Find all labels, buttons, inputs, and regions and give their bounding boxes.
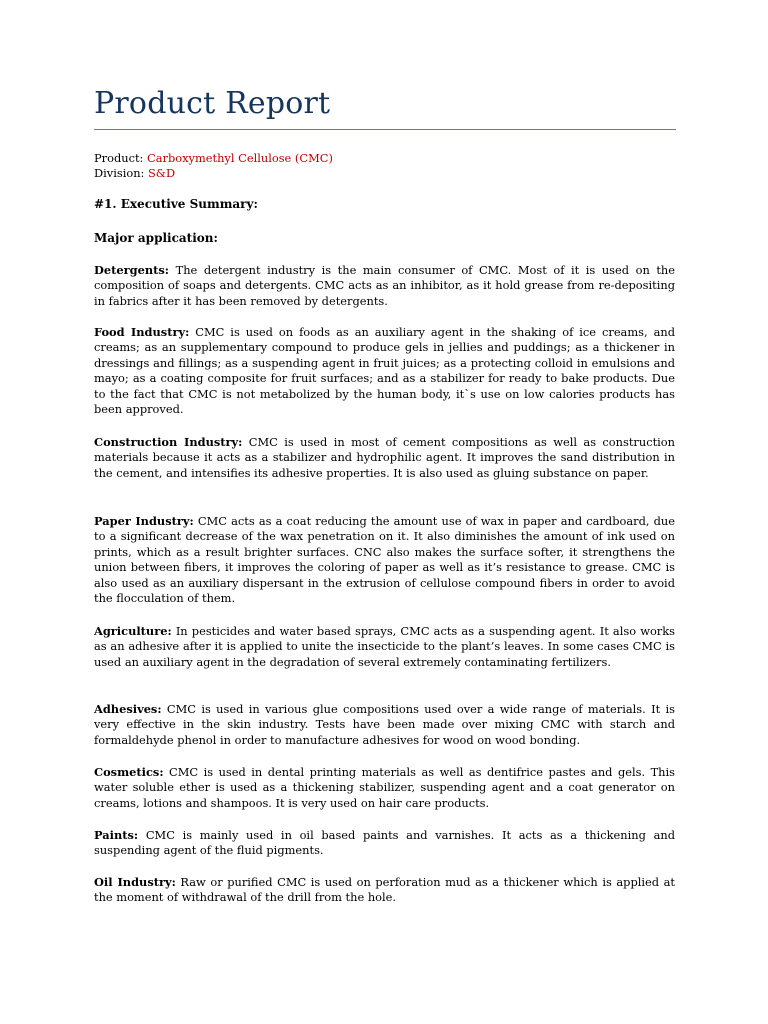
application-label: Adhesives: [94, 702, 162, 716]
application-paragraph [94, 765, 675, 811]
application-text: In pesticides and water based sprays, CMC acts as a suspending agent. It also works as an adhesive after it is applied to unite the insecticide to the plant’s leaves. In some cases CMC is used an auxiliary agent in the degradation of several extremely contaminating fertilizers. [94, 624, 675, 669]
application-text: CMC is used in dental printing materials as well as dentifrice pastes and gels. This water soluble ether is used as a thickening stabilizer, suspending agent and a coat generator on creams, lotions and shampoos. It is very used on hair care products. [94, 765, 676, 810]
application-text: The detergent industry is the main consumer of CMC. Most of it is used on the composition of soaps and detergents. CMC acts as an inhibitor, as it hold grease from re-depositing in fabrics after it has been removed by detergents. [94, 263, 676, 308]
application-text: Raw or purified CMC is used on perforation mud as a thickener which is applied at the moment of withdrawal of the drill from the hole. [94, 875, 675, 905]
application-paragraph [94, 435, 675, 481]
application-label: Oil Industry: [94, 875, 176, 889]
application-text: CMC is used in most of cement compositions as well as construction materials because it acts as a stabilizer and hydrophilic agent. It improves the sand distribution in the cement, and intensifies its adhesive properties. It is also used as gluing substance on paper. [94, 435, 675, 480]
product-line [94, 150, 333, 166]
application-label: Construction Industry: [94, 435, 243, 449]
application-text: CMC acts as a coat reducing the amount use of wax in paper and cardboard, due to a significant decrease of the wax penetration on it. It also diminishes the amount of ink used on prints, which as a result brighter surfaces. CNC also makes the surface softer, it strengthens the union between fibers, it improves the coloring of paper as well as it’s resistance to grease. CMC is also used as an auxiliary dispersant in the extrusion of cellulose compound fibers in order to avoid the flocculation of them. [94, 514, 676, 606]
application-paragraph [94, 702, 675, 748]
application-text: CMC is mainly used in oil based paints and varnishes. It acts as a thickening and suspending agent of the fluid pigments. [94, 828, 675, 858]
application-label: Paints: [94, 828, 139, 842]
division-value: S&D [148, 166, 176, 180]
section-heading: #1. Executive Summary: [94, 197, 258, 211]
application-label: Food Industry: [94, 325, 190, 339]
division-label: Division: [94, 166, 145, 180]
division-line [94, 165, 175, 181]
product-value: Carboxymethyl Cellulose (CMC) [147, 151, 333, 165]
application-paragraph [94, 828, 675, 859]
product-label: Product: [94, 151, 144, 165]
application-paragraph [94, 624, 675, 670]
application-paragraph [94, 263, 675, 309]
application-paragraph [94, 325, 675, 417]
title-divider [94, 129, 676, 130]
application-paragraph [94, 514, 675, 606]
page-title: Product Report [94, 86, 331, 121]
application-label: Detergents: [94, 263, 170, 277]
application-text: CMC is used on foods as an auxiliary agent in the shaking of ice creams, and creams; as an supplementary compound to produce gels in jellies and puddings; as a thickener in dressings and fillings; as a suspending agent in fruit juices; as a protecting colloid in emulsions and mayo; as a coating composite for fruit surfaces; and as a stabilizer for ready to bake products. Due to the fact that CMC is not metabolized by the human body, it`s use on low calories products has been approved. [94, 325, 675, 417]
application-paragraph [94, 875, 675, 906]
application-text: CMC is used in various glue compositions used over a wide range of materials. It is very effective in the skin industry. Tests have been made over mixing CMC with starch and formaldehyde phenol in order to manufacture adhesives for wood on wood bonding. [94, 702, 675, 747]
application-label: Cosmetics: [94, 765, 164, 779]
subheading: Major application: [94, 231, 218, 245]
application-label: Paper Industry: [94, 514, 194, 528]
application-label: Agriculture: [94, 624, 172, 638]
